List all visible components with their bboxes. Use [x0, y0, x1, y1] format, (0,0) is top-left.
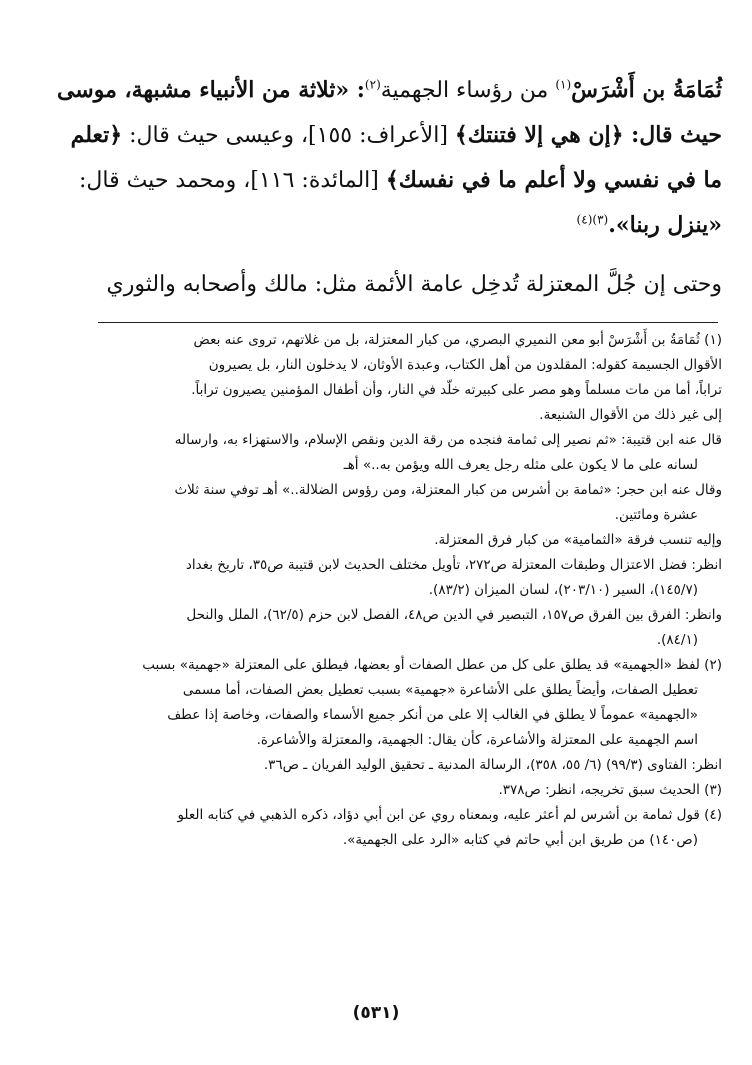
footnote-line: وإليه تنسب فرقة «الثمامية» من كبار فرق المعتزلة. — [434, 532, 722, 548]
footnote-line: الأقوال الجسيمة كقوله: المقلدون من أهل الكتاب، وعبدة الأوثان، لا يدخلون النار، بل يصيرون — [208, 357, 722, 373]
footnote-line: «الجهمية» عموماً لا يطلق في الغالب إلا على من أنكر جميع الأسماء والصفات، وخاصة إذا عطف — [167, 707, 698, 723]
footnote-line: وقال عنه ابن حجر: «ثمامة بن أشرس من كبار المعتزلة، ومن رؤوس الضلالة..» أهـ توفي سنة ثلاث — [174, 482, 722, 498]
main-line-4 — [92, 203, 722, 248]
footnote-line: تعطيل الصفات، وأيضاً يطلق على الأشاعرة «جهمية» بسبب تعطيل بعض الصفات، أما مسمى — [182, 682, 698, 698]
footnote-line: إلى غير ذلك من الأقوال الشنيعة. — [539, 407, 722, 423]
hadith-quote: «ينزل ربنا». — [608, 212, 722, 238]
page-number: (٥٣١) — [352, 1003, 400, 1023]
footnote-line: (١٤٥/٧)، السير (٢٠٣/١٠)، لسان الميزان (٨٣/٢). — [428, 582, 698, 598]
quran-verse-1: ﴿إن هي إلا فتنتك﴾ — [454, 122, 624, 148]
main-line-2b: [الأعراف: ١٥٥]، وعيسى حيث قال: — [122, 123, 455, 148]
footnote-ref-2: (٢) — [364, 77, 381, 92]
footnote-ref-1: (١) — [555, 77, 572, 92]
main-line-2a: حيث قال: — [623, 122, 722, 148]
footnote-line: وانظر: الفرق بين الفرق ص١٥٧، التبصير في الدين ص٤٨، الفصل لابن حزم (٦٢/٥)، الملل والنحل — [186, 607, 722, 623]
footnote-line: (٤) قول ثمامة بن أشرس لم أعثر عليه، وبمعناه روي عن ابن أبي دؤاد، ذكره الذهبي في كتابه العلو — [177, 807, 722, 823]
main-line-1c: : «ثلاثة من الأنبياء مشبهة، موسى — [56, 77, 365, 103]
footnote-line: (٢) لفظ «الجهمية» قد يطلق على كل من عطل الصفات أو بعضها، فيطلق على المعتزلة «جهمية» بسبب — [142, 657, 722, 673]
person-name: ثُمَامَةُ بن أَشْرَسْ — [571, 77, 722, 103]
main-line-1b: من رؤساء الجهمية — [380, 78, 556, 103]
footnote-line: تراباً، أما من مات مسلماً وهو مصر على كبيرته خلّد في النار، وأن أطفال المؤمنين يصيرون تراباً. — [191, 382, 722, 398]
main-line-2 — [70, 113, 722, 158]
footnote-line: لسانه على ما لا يكون على مثله رجل يعرف الله ويؤمن به..» أهـ — [343, 457, 698, 473]
footnote-line: اسم الجهمية على المعتزلة والأشاعرة، كأن يقال: الجهمية، والمعتزلة والأشاعرة. — [256, 732, 698, 748]
footnote-ref-3-4: (٣)(٤) — [576, 212, 609, 227]
footnote-line: قال عنه ابن قتيبة: «ثم نصير إلى ثمامة فنجده من رقة الدين ونقص الإسلام، والاستهزاء به، وارساله — [174, 432, 722, 448]
main-line-3 — [78, 158, 722, 203]
footnote-line: (ص١٤٠) من طريق ابن أبي حاتم في كتابه «الرد على الجهمية». — [342, 832, 698, 848]
main-line-3b: [المائدة: ١١٦]، ومحمد حيث قال: — [78, 168, 386, 193]
footnote-line: (٨٤/١). — [656, 632, 698, 648]
footnotes — [92, 328, 722, 853]
main-line-5: وحتى إن جُلَّ المعتزلة تُدخِل عامة الأئمة مثل: مالك وأصحابه والثوري — [106, 272, 722, 297]
footnote-line: انظر: الفتاوى (٩٩/٣) (٦/ ٥٥، ٣٥٨)، الرسالة المدنية ـ تحقيق الوليد الفريان ـ ص٣٦. — [263, 757, 722, 773]
quran-verse-2-start: ﴿تعلم — [70, 122, 123, 148]
quran-verse-2: ما في نفسي ولا أعلم ما في نفسك﴾ — [385, 167, 722, 193]
footnote-line: عشرة ومائتين. — [614, 507, 698, 523]
main-line-1 — [56, 68, 722, 113]
footnote-line: انظر: فضل الاعتزال وطبقات المعتزلة ص٢٧٢، تأويل مختلف الحديث لابن قتيبة ص٣٥، تاريخ بغداد — [185, 557, 722, 573]
footnote-line: (٣) الحديث سبق تخريجه، انظر: ص٣٧٨. — [498, 782, 722, 798]
main-text — [56, 68, 722, 307]
footnote-line: (١) ثُمَامَةُ بن أَشْرَسْ أبو معن النميري البصري، من كبار المعتزلة، بل من غلاتهم، تروى عنه بعض — [193, 332, 722, 348]
footnote-separator — [98, 322, 718, 323]
